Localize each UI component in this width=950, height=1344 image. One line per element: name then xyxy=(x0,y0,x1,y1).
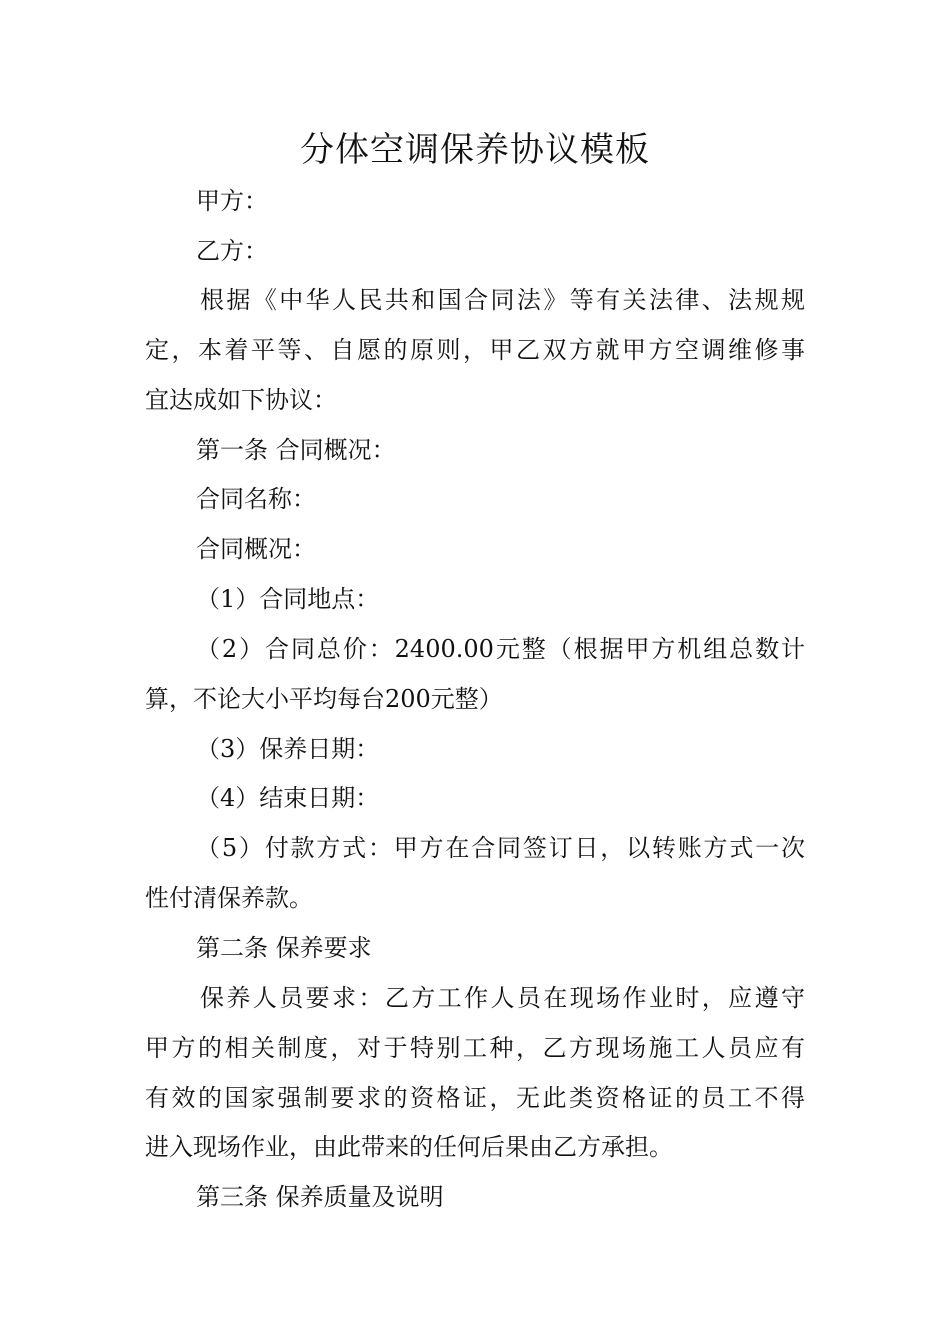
contract-overview-label: 合同概况： xyxy=(196,535,316,563)
preamble-line-3: 宜达成如下协议： xyxy=(145,386,337,414)
item-5-payment-line-2: 性付清保养款。 xyxy=(145,884,313,912)
article-2-heading: 第二条 保养要求 xyxy=(196,934,372,962)
item-1-location: （1）合同地点： xyxy=(196,585,380,613)
item-2-total-price-line-1: （2）合同总价：2400.00元整（根据甲方机组总数计 xyxy=(196,635,805,663)
article-2-para-line-3: 有效的国家强制要求的资格证，无此类资格证的员工不得 xyxy=(145,1084,805,1112)
preamble-line-2: 定，本着平等、自愿的原则，甲乙双方就甲方空调维修事 xyxy=(145,336,805,364)
article-2-para-line-1: 保养人员要求：乙方工作人员在现场作业时，应遵守 xyxy=(200,984,805,1012)
item-2-total-price-line-2: 算，不论大小平均每台200元整） xyxy=(145,685,503,713)
article-1-heading: 第一条 合同概况： xyxy=(196,436,396,464)
item-4-end-date: （4）结束日期： xyxy=(196,784,380,812)
party-a-label: 甲方： xyxy=(196,187,268,215)
item-3-maintenance-date: （3）保养日期： xyxy=(196,735,380,763)
item-5-payment-line-1: （5）付款方式：甲方在合同签订日，以转账方式一次 xyxy=(196,834,805,862)
article-2-para-line-2: 甲方的相关制度，对于特别工种，乙方现场施工人员应有 xyxy=(145,1034,805,1062)
article-3-heading: 第三条 保养质量及说明 xyxy=(196,1183,444,1211)
document-title: 分体空调保养协议模板 xyxy=(300,130,650,170)
preamble-line-1: 根据《中华人民共和国合同法》等有关法律、法规规 xyxy=(200,286,805,314)
article-2-para-line-4: 进入现场作业，由此带来的任何后果由乙方承担。 xyxy=(145,1133,673,1161)
party-b-label: 乙方： xyxy=(196,237,268,265)
contract-name-label: 合同名称： xyxy=(196,485,316,513)
